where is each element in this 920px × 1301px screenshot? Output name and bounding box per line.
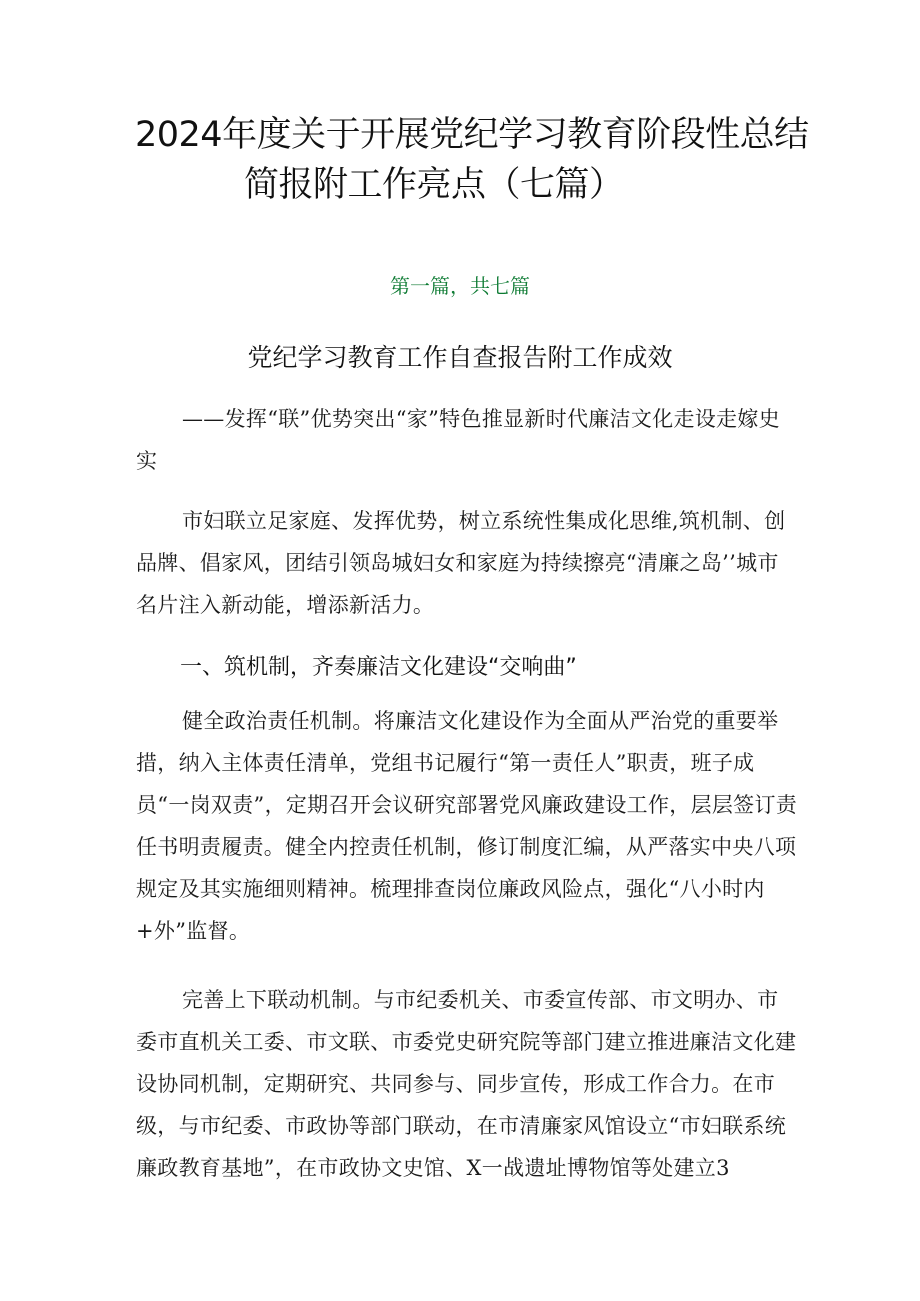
document-title-line-2: 简报附工作亮点（七篇） xyxy=(244,165,624,205)
part-label: 第一篇，共七篇 xyxy=(390,274,530,298)
paragraph-1-text: 健全政治责任机制。将廉洁文化建设作为全面从严治党的重要举措，纳入主体责任清单，党组书记履行“第一责任人”职责，班子成员“一岗双责”，定期召开会议研究部署党风廉政建设工作，层层签订责任书明责履责。健全内控责任机制，修订制度汇编，从严落实中央八项规定及其实施细则精神。梳理排查岗位廉政风险点，强化“八小时内+外”监督。 xyxy=(136,709,798,943)
paragraph-2-text: 完善上下联动机制。与市纪委机关、市委宣传部、市文明办、市委市直机关工委、市文联、市委党史研究院等部门建立推进廉洁文化建设协同机制，定期研究、共同参与、同步宣传，形成工作合力。在市级，与市纪委、市政协等部门联动，在市清廉家风馆设立“市妇联系统廉政教育基地”，在市政协文史馆、X一战遗址博物馆等处建立3 xyxy=(136,988,797,1180)
document-title-line-1: 2024年度关于开展党纪学习教育阶段性总结 xyxy=(135,115,809,155)
body-paragraph-1 xyxy=(136,700,798,952)
lead-paragraph xyxy=(136,398,798,482)
section-subtitle: 党纪学习教育工作自查报告附工作成效 xyxy=(247,343,673,372)
body-paragraph-2 xyxy=(136,979,798,1189)
section-heading: 一、筑机制，齐奏廉洁文化建设“交响曲” xyxy=(180,655,577,680)
intro-paragraph xyxy=(136,500,798,626)
intro-text: 市妇联立足家庭、发挥优势，树立系统性集成化思维,筑机制、创品牌、倡家风，团结引领岛城妇女和家庭为持续擦亮“清廉之岛’’城市名片注入新动能，增添新活力。 xyxy=(136,509,786,617)
lead-text: ——发挥“联”优势突出“家”特色推显新时代廉洁文化走设走嫁史实 xyxy=(136,407,780,473)
